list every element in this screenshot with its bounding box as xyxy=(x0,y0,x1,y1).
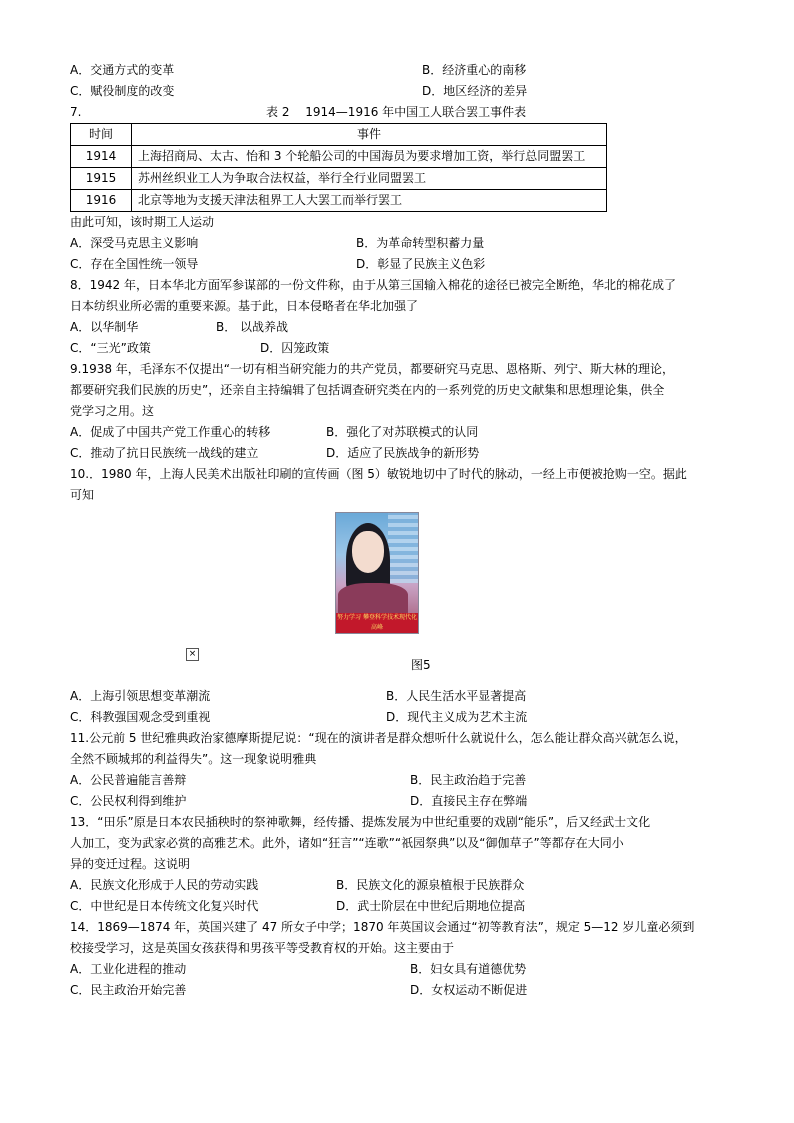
q9-stem-line2: 都要研究我们民族的历史”，还亲自主持编辑了包括调查研究类在内的一系列党的历史文献集和思想理论集，供全 xyxy=(70,383,665,397)
broken-image-icon: × xyxy=(186,648,199,661)
q6-option-b: B．经济重心的南移 xyxy=(422,63,527,77)
q10-options-row2 xyxy=(70,707,730,728)
q9-options-row2 xyxy=(70,443,730,464)
poster-banner: 努力学习 攀登科学技术现代化高峰 xyxy=(337,614,417,631)
q14-option-b: B．妇女具有道德优势 xyxy=(410,962,527,976)
q7-options-row2 xyxy=(70,254,730,275)
q10-stem-line2: 可知 xyxy=(70,488,95,502)
figure-5-area xyxy=(70,506,730,686)
q13-options-row1 xyxy=(70,875,730,896)
strike-events-table xyxy=(70,123,607,212)
q6-options-row2 xyxy=(70,81,730,102)
q9-options-row1 xyxy=(70,422,730,443)
q9-option-a: A．促成了中国共产党工作重心的转移 xyxy=(70,425,271,439)
q7-number: 7. xyxy=(70,105,82,119)
header-event: 事件 xyxy=(132,124,607,146)
cell-year: 1915 xyxy=(71,168,132,190)
q7-option-a: A．深受马克思主义影响 xyxy=(70,236,199,250)
cell-event: 北京等地为支援天津法租界工人大罢工而举行罢工 xyxy=(132,190,607,212)
figure-5-label: 图5 xyxy=(411,658,431,672)
propaganda-poster-image xyxy=(335,512,419,634)
q13-option-a: A．民族文化形成于人民的劳动实践 xyxy=(70,878,259,892)
q10-option-c: C．科教强国观念受到重视 xyxy=(70,710,211,724)
q13-stem-line3: 异的变迁过程。这说明 xyxy=(70,857,191,871)
q14-option-d: D．女权运动不断促进 xyxy=(410,983,528,997)
q7-option-c: C．存在全国性统一领导 xyxy=(70,257,199,271)
table-row xyxy=(71,146,607,168)
q8-option-a: A．以华制华 xyxy=(70,320,139,334)
q13-stem-line2: 人加工，变为武家必赏的高雅艺术。此外，诸如“狂言”“连歌”“祇园祭典”以及“御伽草子”等都存在大同小 xyxy=(70,836,624,850)
table-row xyxy=(71,190,607,212)
q14-option-a: A．工业化进程的推动 xyxy=(70,962,187,976)
q10-option-d: D．现代主义成为艺术主流 xyxy=(386,710,528,724)
q8-options-row1 xyxy=(70,317,730,338)
q11-stem-line1: 11.公元前 5 世纪雅典政治家德摩斯提尼说：“现在的演讲者是群众想听什么就说什么，怎么能让群众高兴就怎么说， xyxy=(70,731,687,745)
q11-option-d: D．直接民主存在弊端 xyxy=(410,794,528,808)
q9-option-c: C．推动了抗日民族统一战线的建立 xyxy=(70,446,259,460)
q13-option-c: C．中世纪是日本传统文化复兴时代 xyxy=(70,899,259,913)
q13-options-row2 xyxy=(70,896,730,917)
q11-options-row1 xyxy=(70,770,730,791)
q6-option-a: A．交通方式的变革 xyxy=(70,63,175,77)
poster-grid-pattern xyxy=(388,513,418,583)
cell-event: 苏州丝织业工人为争取合法权益，举行全行业同盟罢工 xyxy=(132,168,607,190)
q7-option-d: D．彰显了民族主义色彩 xyxy=(356,257,486,271)
q14-stem-line2: 校接受学习，这是英国女孩获得和男孩平等受教育权的开始。这主要由于 xyxy=(70,941,455,955)
q11-options-row2 xyxy=(70,791,730,812)
q11-option-b: B．民主政治趋于完善 xyxy=(410,773,527,787)
q11-option-c: C．公民权利得到维护 xyxy=(70,794,187,808)
q10-option-b: B．人民生活水平显著提高 xyxy=(386,689,527,703)
q8-stem-line2: 日本纺织业所必需的重要来源。基于此，日本侵略者在华北加强了 xyxy=(70,299,419,313)
table-row xyxy=(71,168,607,190)
q9-stem-line1: 9.1938 年，毛泽东不仅提出“一切有相当研究能力的共产党员，都要研究马克思、恩格斯、列宁、斯大林的理论， xyxy=(70,362,675,376)
q11-option-a: A．公民普遍能言善辩 xyxy=(70,773,187,787)
q14-options-row1 xyxy=(70,959,730,980)
q8-stem-line1: 8．1942 年，日本华北方面军参谋部的一份文件称，由于从第三国输入棉花的途径已被完全断绝，华北的棉花成了 xyxy=(70,278,676,292)
q6-option-c: C．赋役制度的改变 xyxy=(70,84,175,98)
q13-stem-line1: 13．“田乐”原是日本农民插秧时的祭神歌舞，经传播、提炼发展为中世纪重要的戏剧“能乐”，后又经武士文化 xyxy=(70,815,651,829)
q7-caption-row xyxy=(70,102,730,123)
q9-option-d: D．适应了民族战争的新形势 xyxy=(326,446,480,460)
q8-option-d: D．囚笼政策 xyxy=(260,341,330,355)
q8-option-b: B． 以战养战 xyxy=(216,320,289,334)
cell-year: 1914 xyxy=(71,146,132,168)
header-year: 时间 xyxy=(71,124,132,146)
q6-options-row1 xyxy=(70,60,730,81)
q8-options-row2 xyxy=(70,338,730,359)
cell-event: 上海招商局、太古、怡和 3 个轮船公司的中国海员为要求增加工资，举行总同盟罢工 xyxy=(132,146,607,168)
q6-option-d: D．地区经济的差异 xyxy=(422,84,528,98)
poster-face xyxy=(352,531,384,573)
q14-options-row2 xyxy=(70,980,730,1001)
q7-stem: 由此可知，该时期工人运动 xyxy=(70,215,215,229)
q10-options-row1 xyxy=(70,686,730,707)
q9-stem-line3: 党学习之用。这 xyxy=(70,404,155,418)
q9-option-b: B．强化了对苏联模式的认同 xyxy=(326,425,479,439)
q14-option-c: C．民主政治开始完善 xyxy=(70,983,187,997)
q14-stem-line1: 14．1869—1874 年，英国兴建了 47 所女子中学；1870 年英国议会通过“初等教育法”，规定 5—12 岁儿童必须到 xyxy=(70,920,695,934)
cell-year: 1916 xyxy=(71,190,132,212)
q8-option-c: C．“三光”政策 xyxy=(70,341,151,355)
q7-option-b: B．为革命转型积蓄力量 xyxy=(356,236,485,250)
table-header-row xyxy=(71,124,607,146)
poster-body xyxy=(338,583,408,613)
q7-options-row1 xyxy=(70,233,730,254)
q13-option-d: D．武士阶层在中世纪后期地位提高 xyxy=(336,899,526,913)
exam-page xyxy=(70,60,730,1001)
q11-stem-line2: 全然不顾城邦的利益得失”。这一现象说明雅典 xyxy=(70,752,317,766)
q13-option-b: B．民族文化的源泉植根于民族群众 xyxy=(336,878,525,892)
q7-table-caption: 表 2 1914—1916 年中国工人联合罢工事件表 xyxy=(266,105,527,119)
q10-option-a: A．上海引领思想变革潮流 xyxy=(70,689,211,703)
q10-stem-line1: 10.．1980 年，上海人民美术出版社印刷的宣传画（图 5）敏锐地切中了时代的脉动，一经上市便被抢购一空。据此 xyxy=(70,467,687,481)
